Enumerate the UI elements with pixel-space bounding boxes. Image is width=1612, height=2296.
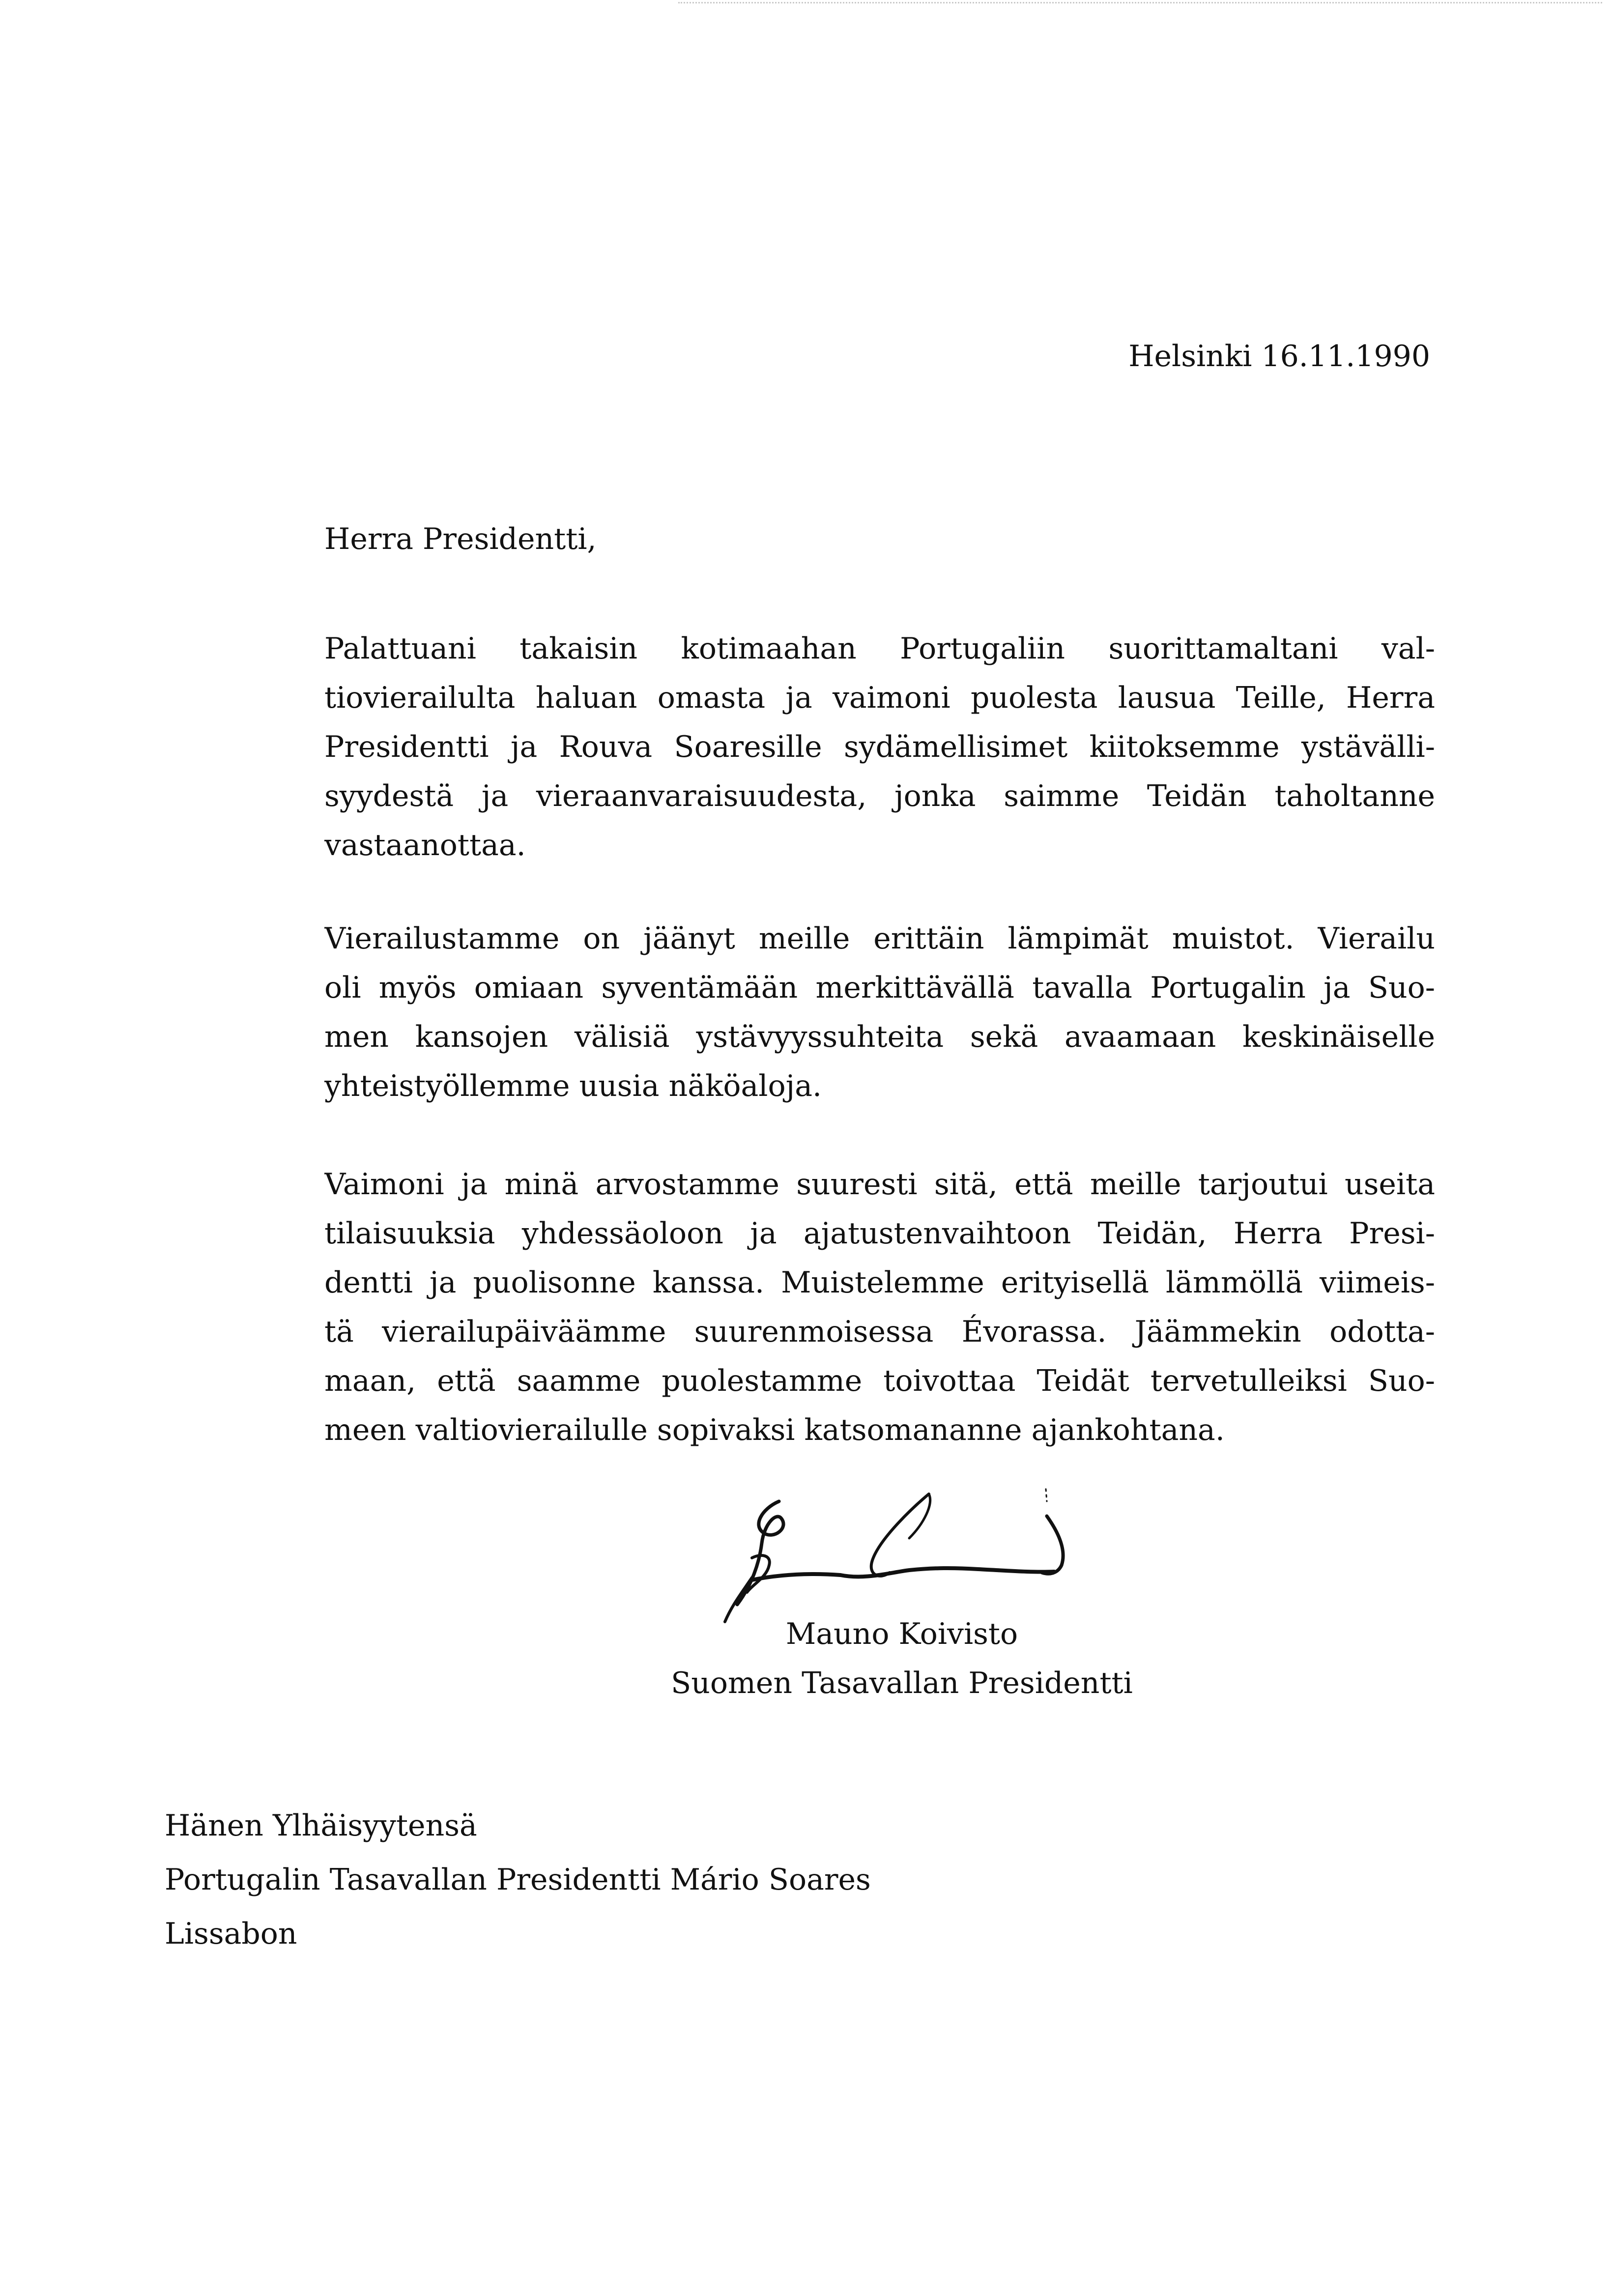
signatory-name: Mauno Koivisto [785, 1617, 1018, 1651]
paragraph-line: men kansojen välisiä ystävyyssuhteita sekä avaamaan keskinäiselle [324, 1020, 1435, 1054]
signatory-title: Suomen Tasavallan Presidentti [671, 1666, 1133, 1700]
recipient-line: Portugalin Tasavallan Presidentti Mário Soares [165, 1863, 871, 1897]
scan-edge-mark [678, 2, 1602, 3]
paragraph-3 [324, 1160, 1435, 1455]
paragraph-line: dentti ja puolisonne kanssa. Muistelemme erityisellä lämmöllä viimeis- [324, 1265, 1435, 1300]
paragraph-line: Presidentti ja Rouva Soaresille sydämellisimet kiitoksemme ystävälli- [324, 730, 1435, 764]
recipient-line: Hänen Ylhäisyytensä [165, 1808, 477, 1843]
recipient-address [165, 1799, 871, 1961]
paragraph-line: syydestä ja vieraanvaraisuudesta, jonka saimme Teidän taholtanne [324, 779, 1435, 813]
paragraph-line: tiovierailulta haluan omasta ja vaimoni puolesta lausua Teille, Herra [324, 681, 1435, 715]
paragraph-line: tä vierailupäiväämme suurenmoisessa Évorassa. Jäämmekin odotta- [324, 1315, 1435, 1349]
paragraph-line: Palattuani takaisin kotimaahan Portugaliin suorittamaltani val- [324, 631, 1435, 666]
paragraph-line: oli myös omiaan syventämään merkittävällä tavalla Portugalin ja Suo- [324, 971, 1435, 1005]
paragraph-line: tilaisuuksia yhdessäoloon ja ajatustenvaihtoon Teidän, Herra Presi- [324, 1216, 1435, 1251]
recipient-line: Lissabon [165, 1917, 297, 1951]
paragraph-line: Vierailustamme on jäänyt meille erittäin lämpimät muistot. Vierailu [324, 921, 1435, 956]
salutation: Herra Presidentti, [324, 522, 597, 556]
paragraph-line: Vaimoni ja minä arvostamme suuresti sitä, että meille tarjoutui useita [324, 1167, 1435, 1202]
paragraph-line: meen valtiovierailulle sopivaksi katsomananne ajankohtana. [324, 1413, 1225, 1447]
paragraph-line: maan, että saamme puolestamme toivottaa Teidät tervetulleiksi Suo- [324, 1364, 1435, 1398]
paragraph-2 [324, 914, 1435, 1111]
letter-date: Helsinki 16.11.1990 [1128, 339, 1430, 373]
signatory-block [644, 1609, 1160, 1708]
signature-icon [678, 1479, 1091, 1627]
paragraph-1 [324, 624, 1435, 870]
paragraph-line: yhteistyöllemme uusia näköaloja. [324, 1069, 822, 1103]
paragraph-line: vastaanottaa. [324, 828, 526, 862]
